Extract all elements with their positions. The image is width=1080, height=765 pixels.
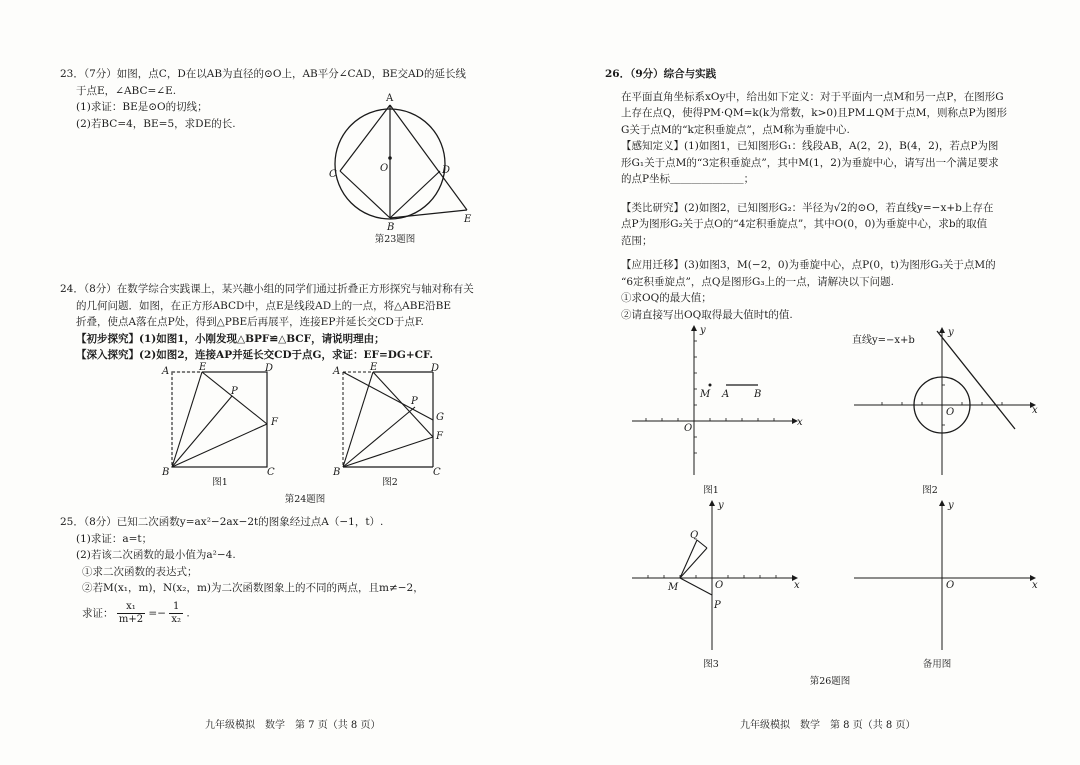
- label-e: E: [464, 214, 472, 225]
- q23-part1: (1)求证：BE是⊙O的切线；: [76, 101, 208, 113]
- q24-fig2-label: 图2: [382, 477, 398, 488]
- svg-text:x: x: [1032, 580, 1038, 591]
- svg-text:E: E: [199, 362, 207, 373]
- q26-sec3-l1: 【应用迁移】(3)如图3，M(−2，0)为垂旋中心，点P(0，t)为图形G₃关于点M的: [621, 259, 996, 271]
- q24-line5: 【深入探究】(2)如图2，连接AP并延长交CD于点G，求证：EF=DG+CF.: [76, 349, 434, 361]
- svg-text:P: P: [231, 386, 238, 397]
- q25-line2: (1)求证：a=t；: [76, 532, 153, 545]
- q26-head: 26．（9分）综合与实践: [605, 68, 717, 80]
- line-label: 直线y=−x+b: [852, 335, 915, 346]
- q26-def1: 在平面直角坐标系xOy中，给出如下定义：对于平面内一点M和另一点P，在图形G: [621, 90, 1004, 103]
- svg-text:y: y: [718, 500, 724, 511]
- q26-def3: G关于点M的“k定积垂旋点”，点M称为垂旋中心.: [621, 123, 850, 136]
- q23-caption: 第23题图: [374, 234, 416, 245]
- svg-text:B: B: [754, 389, 762, 400]
- svg-text:M: M: [700, 389, 711, 400]
- svg-text:B: B: [333, 467, 341, 478]
- q25-line4: ①求二次函数的表达式；: [82, 565, 198, 578]
- q26-figure-3: [632, 500, 802, 650]
- q26-def2: 上存在点Q，使得PM·QM=k(k为常数，k>0)且PM⊥QM于点M，则称点P为图形: [621, 107, 1008, 119]
- q23-figure: [325, 85, 475, 233]
- q26-sec3-l2: “6定积垂旋点”，点Q是图形G₃上的一点，请解决以下问题.: [621, 275, 894, 288]
- q26-figure-2: [852, 325, 1042, 475]
- svg-text:F: F: [271, 417, 278, 428]
- q25-line1: 25．（8分）已知二次函数y=ax²−2ax−2t的图象经过点A（−1，t）.: [60, 516, 384, 528]
- svg-text:F: F: [436, 431, 443, 442]
- svg-text:x: x: [797, 417, 803, 428]
- q24-figure-2: [333, 362, 453, 478]
- q25-proof: 求证： $\frac{\text{x₁}}{m+2}$ =− $\frac{1}{\text{x₂}}$ .: [82, 600, 190, 625]
- question-25: [60, 514, 500, 626]
- svg-text:E: E: [370, 362, 378, 373]
- q26-sec1-l3: 的点P坐标＿＿＿＿＿＿＿；: [621, 173, 755, 185]
- q26-fig1-label: 图1: [703, 485, 719, 496]
- q26-sec3-l3: ①求OQ的最大值；: [621, 292, 712, 304]
- svg-text:O: O: [715, 580, 724, 591]
- label-c: C: [329, 169, 337, 180]
- svg-text:C: C: [267, 467, 275, 478]
- q25-line5: ②若M(x₁，m)，N(x₂，m)为二次函数图象上的不同的两点，且m≠−2，: [82, 582, 424, 594]
- svg-text:A: A: [722, 389, 730, 400]
- q25-line3: (2)若该二次函数的最小值为a²−4.: [76, 549, 236, 561]
- page-8: [540, 0, 1080, 765]
- q26-fig2-label: 图2: [922, 485, 938, 496]
- q24-line2: 的几何问题．如图，在正方形ABCD中，点E是线段AD上的一点，将△ABE沿BE: [76, 299, 452, 312]
- footer-page-8: 九年级模拟 数学 第 8 页（共 8 页）: [740, 720, 916, 731]
- q26-sec2-l2: 点P为图形G₂关于点O的“4定积垂旋点”，其中O(0，0)为垂旋中心，求b的取值: [621, 218, 988, 230]
- label-a: A: [386, 93, 394, 104]
- svg-text:O: O: [946, 407, 955, 418]
- svg-text:A: A: [333, 366, 341, 377]
- svg-text:Q: Q: [690, 530, 699, 541]
- svg-text:y: y: [948, 327, 954, 338]
- svg-text:y: y: [700, 325, 706, 336]
- q26-sec3-l4: ②请直接写出OQ取得最大值时t的值.: [621, 308, 793, 321]
- q24-line1: 24．（8分）在数学综合实践课上，某兴趣小组的同学们通过折叠正方形探究与轴对称有关: [60, 283, 474, 295]
- q24-fig1-label: 图1: [212, 477, 228, 488]
- svg-text:A: A: [162, 366, 170, 377]
- q26-figure-1: [632, 325, 802, 475]
- label-b: B: [387, 222, 395, 233]
- q26-fig4-label: 备用图: [922, 659, 952, 670]
- question-26: [605, 66, 1025, 323]
- q23-part2: (2)若BC=4，BE=5，求DE的长.: [76, 117, 236, 130]
- svg-text:M: M: [668, 582, 679, 593]
- q23-stem-cont: 于点E，∠ABC=∠E.: [76, 84, 177, 97]
- svg-text:O: O: [684, 423, 693, 434]
- svg-text:P: P: [714, 600, 721, 611]
- svg-text:P: P: [411, 396, 418, 407]
- q26-sec1-l1: 【感知定义】(1)如图1，已知图形G₁：线段AB，A(2，2)，B(4，2)，若点P为图: [621, 140, 999, 152]
- q24-line3: 折叠，使点A落在点P处，得到△PBE后再展平，连接EP并延长交CD于点F.: [76, 316, 424, 328]
- q26-figure-backup: [852, 500, 1042, 650]
- svg-text:x: x: [794, 580, 800, 591]
- q26-fig3-label: 图3: [703, 659, 719, 670]
- question-24: [60, 281, 500, 364]
- q26-sec2-l1: 【类比研究】(2)如图2，已知图形G₂：半径为√2的⊙O，若直线y=−x+b上存在: [621, 201, 994, 214]
- svg-text:x: x: [1032, 405, 1038, 416]
- q26-sec1-l2: 形G₁关于点M的“3定积垂旋点”，其中M(1，2)为垂旋中心，请写出一个满足要求: [621, 156, 999, 169]
- svg-text:D: D: [265, 363, 274, 374]
- q24-caption: 第24题图: [284, 494, 326, 505]
- q24-figure-1: [162, 362, 282, 478]
- q26-sec2-l3: 范围；: [621, 234, 653, 247]
- svg-text:y: y: [948, 500, 954, 511]
- q26-caption: 第26题图: [809, 676, 851, 687]
- q23-stem: 23．（7分）如图，点C，D在以AB为直径的⊙O上，AB平分∠CAD，BE交AD的延长线: [60, 68, 466, 80]
- svg-text:O: O: [946, 580, 955, 591]
- svg-text:B: B: [162, 467, 170, 478]
- q24-line4: 【初步探究】(1)如图1，小刚发现△BPF≌△BCF，请说明理由；: [76, 332, 385, 345]
- svg-text:C: C: [433, 467, 441, 478]
- svg-text:G: G: [436, 412, 444, 423]
- label-d: D: [442, 165, 451, 176]
- label-o: O: [380, 163, 389, 174]
- svg-text:D: D: [431, 363, 440, 374]
- footer-page-7: 九年级模拟 数学 第 7 页（共 8 页）: [205, 720, 381, 731]
